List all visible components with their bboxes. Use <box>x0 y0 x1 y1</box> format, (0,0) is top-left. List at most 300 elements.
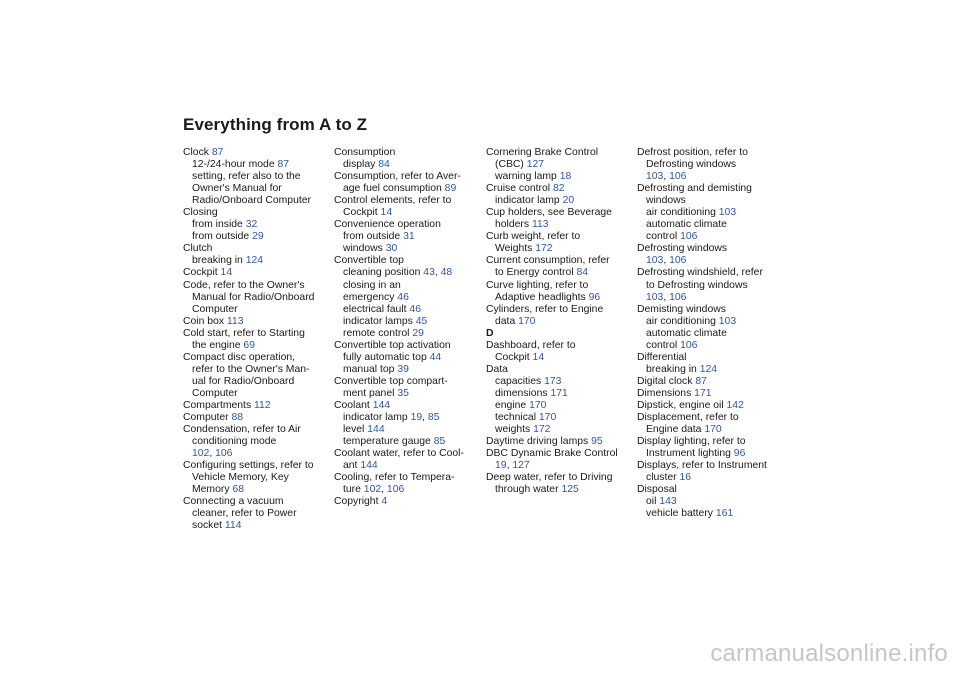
index-entry-text: Cold start, refer to Starting <box>183 327 305 339</box>
page-reference-link[interactable]: 96 <box>733 448 746 460</box>
page-reference-link[interactable]: 19 <box>495 460 507 472</box>
page-reference-link[interactable]: 96 <box>588 291 601 303</box>
page-reference-link[interactable]: 39 <box>397 363 409 375</box>
index-entry-text: technical <box>495 412 539 424</box>
index-entry-text: 12-/24-hour mode <box>192 159 278 171</box>
index-entry-text: Manual for Radio/Onboard <box>192 291 315 303</box>
index-entry <box>486 364 632 376</box>
page-reference-link[interactable]: 103 <box>718 315 737 327</box>
index-entry <box>637 340 783 352</box>
index-entry <box>334 159 480 171</box>
page-reference-link[interactable]: 106 <box>669 171 687 183</box>
page-reference-link[interactable]: 124 <box>699 363 718 375</box>
index-entry <box>637 183 783 195</box>
index-entry-text: temperature gauge <box>343 436 434 448</box>
index-entry <box>334 267 480 279</box>
index-entry-text: age fuel consumption <box>343 183 445 195</box>
index-entry-text: Defrosting windows <box>637 243 728 255</box>
index-entry <box>334 255 480 267</box>
index-entry <box>637 231 783 243</box>
page-reference-link[interactable]: 106 <box>669 255 687 267</box>
index-entry <box>183 460 329 472</box>
index-entry <box>334 195 480 207</box>
index-entry <box>486 207 632 219</box>
page-reference-link[interactable]: 84 <box>576 267 588 279</box>
index-entry-text: Convenience operation <box>334 219 441 231</box>
index-entry-text: indicator lamps <box>343 315 416 327</box>
page-reference-link[interactable]: 18 <box>559 171 572 183</box>
index-entry <box>334 424 480 436</box>
page-reference-link[interactable]: 172 <box>535 243 553 255</box>
index-entry-text: Cockpit <box>183 267 221 279</box>
index-entry-text: Cruise control <box>486 183 553 195</box>
index-entry <box>637 388 783 400</box>
index-entry <box>334 352 480 364</box>
page-reference-link[interactable]: 29 <box>412 327 424 339</box>
index-entry-text: Dimensions <box>637 387 695 399</box>
index-entry-text: cluster <box>646 472 680 484</box>
page-reference-link[interactable]: 144 <box>367 424 385 436</box>
page-reference-link[interactable]: 106 <box>669 291 687 303</box>
index-entry-text: Displays, refer to Instrument <box>637 460 767 472</box>
index-entry-text: from outside <box>192 231 253 243</box>
index-entry-text: Current consumption, refer <box>486 255 610 267</box>
index-entry <box>637 412 783 424</box>
page-separator: , <box>663 171 670 183</box>
index-entry-text: Code, refer to the Owner's <box>183 279 305 291</box>
index-entry <box>486 243 632 255</box>
index-entry <box>334 147 480 159</box>
index-entry <box>183 388 329 400</box>
index-entry-text: Cornering Brake Control <box>486 147 599 158</box>
index-entry-text: Copyright <box>334 496 382 508</box>
index-entry-text: setting, refer also to the <box>192 171 301 183</box>
index-entry <box>486 424 632 436</box>
index-entry <box>334 388 480 400</box>
index-entry-text: capacities <box>495 375 545 387</box>
index-entry-text: Compartments <box>183 399 255 411</box>
index-entry-text: Compact disc operation, <box>183 351 296 363</box>
page-reference-link[interactable]: 170 <box>518 315 536 327</box>
page-reference-link[interactable]: 14 <box>532 351 545 363</box>
page-reference-link[interactable]: 102 <box>363 484 382 496</box>
index-entry <box>334 460 480 472</box>
index-entry <box>637 328 783 340</box>
index-entry <box>486 159 632 171</box>
index-entry-text: Displacement, refer to <box>637 412 739 424</box>
page-reference-link[interactable]: 43 <box>423 267 435 279</box>
page-reference-link[interactable]: 124 <box>245 255 264 267</box>
index-entry <box>183 364 329 376</box>
index-entry-text: Dipstick, engine oil <box>637 399 727 411</box>
index-entry <box>486 280 632 292</box>
page-reference-link[interactable]: 87 <box>277 159 290 171</box>
index-entry <box>334 316 480 328</box>
index-entry-text: breaking in <box>192 255 246 267</box>
index-entry <box>486 147 632 159</box>
page-reference-link[interactable]: 103 <box>646 291 664 303</box>
index-letter-heading <box>486 328 632 340</box>
index-entry <box>637 243 783 255</box>
index-entry-text: from inside <box>192 219 246 231</box>
index-entry-text: Radio/Onboard Computer <box>192 195 311 207</box>
page-separator: , <box>381 484 387 496</box>
index-entry-text: Clock <box>183 147 212 158</box>
page-reference-link[interactable]: 14 <box>220 267 233 279</box>
page-reference-link[interactable]: 170 <box>538 412 557 424</box>
page-reference-link[interactable]: 45 <box>415 315 428 327</box>
index-column-2 <box>334 147 480 508</box>
page-reference-link[interactable]: 170 <box>529 399 547 411</box>
index-entry-text: conditioning mode <box>192 436 277 448</box>
page-reference-link[interactable]: 172 <box>533 424 551 436</box>
index-entry <box>183 147 329 159</box>
index-entry <box>637 255 783 267</box>
index-entry <box>183 400 329 412</box>
page-reference-link[interactable]: 103 <box>718 207 737 219</box>
index-entry-text: air conditioning <box>646 207 719 219</box>
index-entry <box>486 219 632 231</box>
index-entry-text: Computer <box>192 303 238 315</box>
page-reference-link[interactable]: 171 <box>694 387 712 399</box>
page-reference-link[interactable]: 19 <box>410 412 423 424</box>
index-entry <box>486 412 632 424</box>
index-entry <box>334 364 480 376</box>
index-entry-text: ual for Radio/Onboard <box>192 375 295 387</box>
index-column-1 <box>183 147 329 533</box>
index-entry-text: Digital clock <box>637 375 696 387</box>
index-entry-text: oil <box>646 496 660 508</box>
index-entry-text: Curve lighting, refer to <box>486 279 589 291</box>
page-reference-link[interactable]: 114 <box>224 520 242 532</box>
index-entry <box>637 400 783 412</box>
index-entry-text: Owner's Manual for <box>192 183 282 195</box>
page-reference-link[interactable]: 46 <box>409 303 421 315</box>
index-entry-text: Engine data <box>646 424 705 436</box>
index-entry <box>183 508 329 520</box>
index-entry-text: Defrosting windshield, refer <box>637 267 763 279</box>
page-reference-link[interactable]: 46 <box>397 291 409 303</box>
page-reference-link[interactable]: 35 <box>397 387 409 399</box>
page-reference-link[interactable]: 144 <box>372 399 391 411</box>
index-entry-text: Control elements, refer to <box>334 195 452 207</box>
index-entry-text: Deep water, refer to Driving <box>486 472 613 484</box>
index-entry-text: Consumption <box>334 147 396 158</box>
page-reference-link[interactable]: 103 <box>646 171 664 183</box>
index-entry-text: Clutch <box>183 243 213 255</box>
index-entry <box>486 292 632 304</box>
index-entry <box>637 376 783 388</box>
page-reference-link[interactable]: 32 <box>245 219 258 231</box>
page-reference-link[interactable]: 142 <box>726 399 744 411</box>
watermark-text: carmanualsonline.info <box>710 640 948 667</box>
index-entry <box>183 219 329 231</box>
index-entry <box>334 207 480 219</box>
index-entry-text: Weights <box>495 243 536 255</box>
index-entry <box>183 267 329 279</box>
page-reference-link[interactable]: 48 <box>440 267 453 279</box>
index-entry <box>637 508 783 520</box>
index-entry <box>183 304 329 316</box>
index-entry <box>334 412 480 424</box>
index-entry <box>637 292 783 304</box>
index-entry <box>637 472 783 484</box>
index-entry <box>183 292 329 304</box>
index-entry <box>637 171 783 183</box>
index-entry-text: ant <box>343 460 361 472</box>
page-separator: , <box>663 291 670 303</box>
index-entry-text: indicator lamp <box>495 195 563 207</box>
page-reference-link[interactable]: 95 <box>591 436 603 448</box>
index-entry-text: Disposal <box>637 484 677 496</box>
page-reference-link[interactable]: 87 <box>695 375 707 387</box>
index-entry <box>183 376 329 388</box>
index-entry-text: socket <box>192 520 225 532</box>
index-entry <box>334 183 480 195</box>
index-entry-text: Demisting windows <box>637 303 726 315</box>
page-reference-link[interactable]: 144 <box>360 460 378 472</box>
index-entry <box>183 195 329 207</box>
index-entry <box>486 316 632 328</box>
index-entry <box>637 364 783 376</box>
index-entry-text: Vehicle Memory, Key <box>192 472 289 484</box>
index-entry <box>637 316 783 328</box>
page-reference-link[interactable]: 106 <box>680 231 698 243</box>
index-entry <box>486 448 632 460</box>
index-entry-text: ture <box>343 484 364 496</box>
index-entry <box>486 436 632 448</box>
index-entry <box>637 484 783 496</box>
page-title: Everything from A to Z <box>183 115 368 134</box>
index-entry <box>637 496 783 508</box>
index-entry <box>334 243 480 255</box>
page-reference-link[interactable]: 113 <box>226 315 244 327</box>
index-entry-text: refer to the Owner's Man- <box>192 363 310 375</box>
index-entry <box>334 436 480 448</box>
page-reference-link[interactable]: 30 <box>385 243 398 255</box>
index-entry-text: Defrosting windows <box>646 159 737 171</box>
index-entry-text: Memory <box>192 484 233 496</box>
index-entry-text: to Energy control <box>495 267 577 279</box>
index-entry-text: Defrosting and demisting <box>637 183 752 195</box>
index-entry-text: display <box>343 159 379 171</box>
index-entry <box>334 340 480 352</box>
index-entry <box>183 448 329 460</box>
page-reference-link[interactable]: 85 <box>427 412 440 424</box>
index-entry <box>637 448 783 460</box>
index-entry-text: Convertible top <box>334 255 404 267</box>
index-entry <box>183 243 329 255</box>
index-entry-text: closing in an <box>343 279 401 291</box>
index-entry-text: Display lighting, refer to <box>637 436 746 448</box>
page-reference-link[interactable]: 84 <box>378 159 390 171</box>
page-reference-link[interactable]: 173 <box>544 375 562 387</box>
page-reference-link[interactable]: 103 <box>646 255 664 267</box>
index-entry-text: Cockpit <box>343 207 381 219</box>
index-entry-text: Closing <box>183 207 218 219</box>
page-separator: , <box>422 412 428 424</box>
page-reference-link[interactable]: 89 <box>444 183 457 195</box>
index-entry-text: windows <box>343 243 386 255</box>
index-entry <box>334 292 480 304</box>
index-entry <box>486 171 632 183</box>
page-reference-link[interactable]: 4 <box>381 496 388 508</box>
index-entry <box>334 280 480 292</box>
index-entry <box>486 195 632 207</box>
page-reference-link[interactable]: 20 <box>562 195 575 207</box>
index-entry-text: engine <box>495 399 530 411</box>
page-reference-link[interactable]: 127 <box>526 159 545 171</box>
index-entry <box>486 460 632 472</box>
index-entry-text: Defrost position, refer to <box>637 147 748 158</box>
index-entry <box>183 255 329 267</box>
index-entry-text: Condensation, refer to Air <box>183 424 301 436</box>
index-entry <box>637 460 783 472</box>
page-separator: , <box>506 460 513 472</box>
page-reference-link[interactable]: 127 <box>512 460 530 472</box>
page-separator: , <box>663 255 670 267</box>
index-entry-text: automatic climate <box>646 219 727 231</box>
index-entry-text: Coolant water, refer to Cool- <box>334 448 464 460</box>
index-entry-text: Coolant <box>334 399 373 411</box>
index-entry <box>183 316 329 328</box>
index-entry-text: Convertible top activation <box>334 339 451 351</box>
index-entry <box>486 388 632 400</box>
page-reference-link[interactable]: 102 <box>192 448 210 460</box>
index-entry <box>183 412 329 424</box>
index-entry-text: Computer <box>183 412 232 424</box>
index-entry <box>334 328 480 340</box>
index-entry <box>637 207 783 219</box>
index-entry-text: indicator lamp <box>343 412 411 424</box>
index-entry <box>486 484 632 496</box>
index-entry <box>637 304 783 316</box>
index-entry-text: remote control <box>343 327 413 339</box>
index-entry-text: Dashboard, refer to <box>486 339 576 351</box>
page-reference-link[interactable]: 170 <box>704 424 722 436</box>
index-column-3 <box>486 147 632 496</box>
index-entry <box>183 496 329 508</box>
index-entry-text: Instrument lighting <box>646 448 734 460</box>
index-entry-text: the engine <box>192 339 244 351</box>
index-entry <box>334 448 480 460</box>
index-entry <box>637 280 783 292</box>
index-entry <box>486 376 632 388</box>
page-reference-link[interactable]: 69 <box>243 339 255 351</box>
index-entry <box>486 304 632 316</box>
index-entry-text: Differential <box>637 351 687 363</box>
page-reference-link[interactable]: 106 <box>386 484 405 496</box>
page-reference-link[interactable]: 88 <box>231 412 244 424</box>
page-reference-link[interactable]: 125 <box>561 484 579 496</box>
index-entry-text: air conditioning <box>646 315 719 327</box>
index-entry <box>334 472 480 484</box>
page-reference-link[interactable]: 113 <box>531 219 549 231</box>
index-entry-text: dimensions <box>495 387 551 399</box>
page-reference-link[interactable]: 68 <box>232 484 244 496</box>
page-reference-link[interactable]: 112 <box>254 399 271 411</box>
index-entry <box>486 472 632 484</box>
page-reference-link[interactable]: 14 <box>380 207 393 219</box>
index-entry-text: Convertible top compart- <box>334 375 448 387</box>
index-entry <box>183 436 329 448</box>
index-entry-text: from outside <box>343 231 404 243</box>
index-entry-text: ment panel <box>343 387 398 399</box>
index-entry-text: cleaner, refer to Power <box>192 508 297 520</box>
index-entry-text: to Defrosting windows <box>646 279 748 291</box>
index-entry-text: Computer <box>192 387 238 399</box>
index-entry <box>637 352 783 364</box>
index-entry-text: Connecting a vacuum <box>183 496 284 508</box>
page-reference-link[interactable]: 82 <box>553 183 565 195</box>
index-entry-text: fully automatic top <box>343 351 430 363</box>
index-entry <box>486 267 632 279</box>
page-reference-link[interactable]: 87 <box>211 147 224 158</box>
index-entry <box>486 340 632 352</box>
index-entry <box>637 219 783 231</box>
page-reference-link[interactable]: 85 <box>433 436 446 448</box>
index-entry-text: Coin box <box>183 315 227 327</box>
index-entry-text: Data <box>486 363 508 375</box>
index-entry-text: DBC Dynamic Brake Control <box>486 448 618 460</box>
page-reference-link[interactable]: 171 <box>550 387 568 399</box>
index-entry <box>183 171 329 183</box>
page-reference-link[interactable]: 44 <box>429 351 442 363</box>
index-entry <box>637 267 783 279</box>
page-reference-link[interactable]: 143 <box>659 496 677 508</box>
index-entry-text: level <box>343 424 368 436</box>
index-column-4 <box>637 147 783 520</box>
index-entry-text: control <box>646 339 681 351</box>
index-entry <box>183 352 329 364</box>
index-entry <box>183 424 329 436</box>
index-entry-text: Cylinders, refer to Engine <box>486 303 604 315</box>
index-entry <box>637 159 783 171</box>
page-reference-link[interactable]: 106 <box>680 339 698 351</box>
index-entry-text: breaking in <box>646 363 700 375</box>
page-reference-link[interactable]: 31 <box>403 231 415 243</box>
page-reference-link[interactable]: 29 <box>252 231 264 243</box>
index-entry <box>637 195 783 207</box>
index-entry-text: automatic climate <box>646 327 727 339</box>
index-entry-text: manual top <box>343 363 398 375</box>
index-entry-text: holders <box>495 219 532 231</box>
page-reference-link[interactable]: 106 <box>215 448 233 460</box>
index-entry <box>183 520 329 532</box>
index-entry-text: Cockpit <box>495 351 533 363</box>
index-entry-text: control <box>646 231 681 243</box>
index-entry-text: electrical fault <box>343 303 410 315</box>
index-entry <box>334 496 480 508</box>
index-entry-text: Consumption, refer to Aver- <box>334 171 461 183</box>
index-entry <box>486 255 632 267</box>
index-entry <box>183 183 329 195</box>
index-entry-text: vehicle battery <box>646 508 716 520</box>
index-entry <box>334 231 480 243</box>
index-entry <box>637 147 783 159</box>
index-entry-text: Daytime driving lamps <box>486 436 592 448</box>
page-reference-link[interactable]: 16 <box>679 472 692 484</box>
index-entry-text: Cooling, refer to Tempera- <box>334 472 455 484</box>
index-entry-text: data <box>495 315 519 327</box>
index-entry <box>334 400 480 412</box>
index-entry-text: D <box>486 327 494 339</box>
index-entry-text: weights <box>495 424 534 436</box>
index-entry <box>183 280 329 292</box>
index-entry <box>183 328 329 340</box>
index-entry-text: windows <box>646 195 686 207</box>
page-reference-link[interactable]: 161 <box>715 508 734 520</box>
